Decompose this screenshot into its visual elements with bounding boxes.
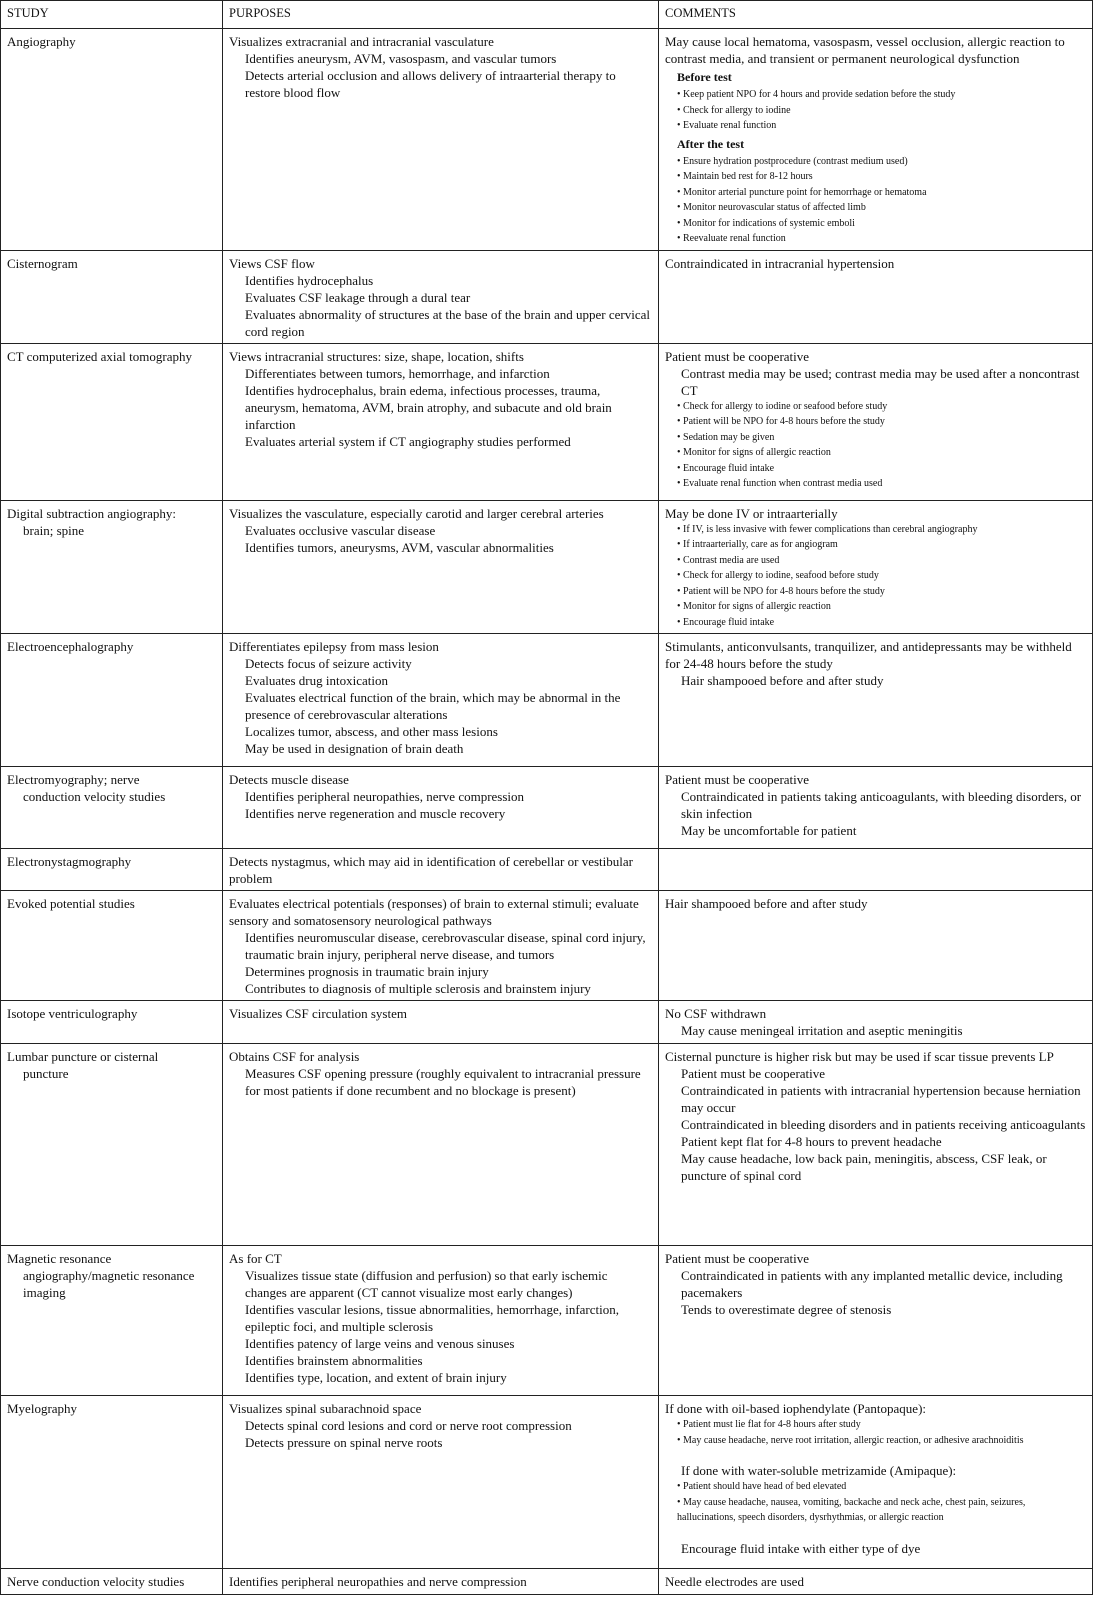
purpose-cell (223, 1396, 659, 1569)
purpose-cell (223, 1044, 659, 1246)
header-purposes: PURPOSES (223, 1, 659, 29)
text-line: Localizes tumor, abscess, and other mass lesions (245, 724, 498, 739)
text-line: Identifies neuromuscular disease, cerebrovascular disease, spinal cord injury, traumatic brain injury, peripheral nerve disease, and tumors (245, 930, 646, 962)
comment-cell (659, 343, 1093, 500)
text-line: Visualizes extracranial and intracranial vasculature (229, 34, 494, 49)
text-line: Detects muscle disease (229, 772, 349, 787)
bullet-item: • Sedation may be given (677, 431, 775, 443)
text-line: Patient kept flat for 4-8 hours to prevent headache (681, 1134, 942, 1149)
study-cell (1, 1569, 223, 1595)
bullet-item: • Patient should have head of bed elevated (677, 1481, 847, 1492)
study-name: Lumbar puncture or cisternal (7, 1049, 159, 1064)
comment-cell (659, 250, 1093, 343)
bullet-item: • Check for allergy to iodine, seafood before study (677, 570, 879, 581)
study-name: Electromyography; nerve (7, 772, 140, 787)
study-name: CT computerized axial tomography (7, 348, 192, 364)
text-line: As for CT (229, 1251, 282, 1266)
purpose-cell (223, 849, 659, 891)
bullet-item: • Check for allergy to iodine (677, 104, 791, 116)
text-line: Visualizes tissue state (diffusion and perfusion) so that early ischemic changes are apparent (CT cannot visualize most early changes) (245, 1268, 608, 1300)
text-line: If done with water-soluble metrizamide (Amipaque): (681, 1463, 957, 1478)
purpose-cell (223, 1569, 659, 1595)
text-line: Detects arterial occlusion and allows delivery of intraarterial therapy to restore blood flow (245, 68, 616, 100)
bullet-item: • If IV, is less invasive with fewer complications than cerebral angiography (677, 523, 978, 535)
table-row (1, 343, 1093, 500)
text-line: Identifies aneurysm, AVM, vasospasm, and vascular tumors (245, 51, 557, 66)
comment-cell (659, 634, 1093, 767)
table-row (1, 767, 1093, 849)
text-line: Identifies brainstem abnormalities (245, 1353, 423, 1368)
comment-cell (659, 500, 1093, 634)
bullet-item: • Patient will be NPO for 4-8 hours before the study (677, 585, 885, 597)
bullet-item: • Contrast media are used (677, 554, 780, 566)
header-study: STUDY (1, 1, 223, 29)
bullet-item: • Patient must lie flat for 4-8 hours after study (677, 1419, 861, 1430)
bullet-item: • Encourage fluid intake (677, 616, 775, 628)
text-line: Identifies peripheral neuropathies and nerve compression (229, 1574, 527, 1589)
text-line: May cause headache, low back pain, meningitis, abscess, CSF leak, or puncture of spinal cord (681, 1151, 1047, 1183)
text-line: Evaluates electrical function of the brain, which may be abnormal in the presence of cerebrovascular alterations (245, 690, 621, 722)
bullet-item: • Monitor for signs of allergic reaction (677, 447, 831, 458)
table-row (1, 849, 1093, 891)
text-line: Contraindicated in bleeding disorders and in patients receiving anticoagulants (681, 1117, 1086, 1132)
purpose-cell (223, 634, 659, 767)
study-name: angiography/magnetic resonance imaging (23, 1268, 195, 1300)
study-name: Electronystagmography (7, 854, 132, 869)
comment-cell (659, 849, 1093, 891)
header-comments: COMMENTS (659, 1, 1093, 29)
bullet-item: • Monitor for indications of systemic emboli (677, 217, 855, 229)
text-line: May be used in designation of brain death (245, 741, 464, 756)
bullet-item: • Monitor arterial puncture point for hemorrhage or hematoma (677, 186, 927, 198)
text-line: Hair shampooed before and after study (681, 673, 884, 688)
comment-cell (659, 1396, 1093, 1569)
text-line: Identifies tumors, aneurysms, AVM, vascular abnormalities (245, 539, 554, 555)
text-line: Evaluates electrical potentials (responses) of brain to external stimuli; evaluate sensory and somatosensory neurological pathways (229, 896, 639, 928)
purpose-cell (223, 29, 659, 251)
table-row (1, 1001, 1093, 1044)
text-line: Encourage fluid intake with either type of dye (681, 1540, 921, 1556)
bullet-item: • Monitor for signs of allergic reaction (677, 601, 831, 612)
text-line: No CSF withdrawn (665, 1006, 767, 1021)
text-line: Patient must be cooperative (665, 1251, 810, 1266)
bullet-item: • May cause headache, nausea, vomiting, backache and neck ache, chest pain, seizures, hallucinations, speech disorders, dysrhythmias, or allergic reaction (677, 1496, 1026, 1523)
text-line: Contraindicated in patients taking anticoagulants, with bleeding disorders, or skin infection (681, 789, 1082, 821)
text-line: Cisternal puncture is higher risk but may be used if scar tissue prevents LP (665, 1049, 1054, 1064)
text-line: If done with oil-based iophendylate (Pantopaque): (665, 1401, 927, 1416)
text-line: Detects pressure on spinal nerve roots (245, 1435, 443, 1450)
study-name: puncture (23, 1066, 69, 1081)
text-line: Patient must be cooperative (665, 772, 810, 787)
study-cell (1, 849, 223, 891)
bullet-item: • Encourage fluid intake (677, 462, 775, 474)
text-line: May be uncomfortable for patient (681, 823, 857, 838)
table-row (1, 1246, 1093, 1396)
text-line: Contraindicated in patients with any implanted metallic device, including pacemakers (681, 1268, 1063, 1300)
bullet-item: • Reevaluate renal function (677, 233, 786, 244)
table-row (1, 250, 1093, 343)
study-name: Nerve conduction velocity studies (7, 1574, 185, 1589)
text-line: May cause local hematoma, vasospasm, vessel occlusion, allergic reaction to contrast media, and transient or permanent neurological dysfunction (665, 34, 1065, 66)
purpose-cell (223, 500, 659, 634)
text-line: Contributes to diagnosis of multiple sclerosis and brainstem injury (245, 981, 591, 996)
table-row (1, 500, 1093, 634)
purpose-cell (223, 343, 659, 500)
study-cell (1, 1044, 223, 1246)
bullet-item: • Ensure hydration postprocedure (contrast medium used) (677, 155, 908, 167)
bullet-item: • Keep patient NPO for 4 hours and provide sedation before the study (677, 89, 956, 100)
table-row (1, 1569, 1093, 1595)
subheading: After the test (677, 136, 745, 151)
study-name: Evoked potential studies (7, 896, 135, 911)
study-name: Myelography (7, 1401, 78, 1416)
study-cell (1, 1396, 223, 1569)
table-row (1, 29, 1093, 251)
table-row (1, 891, 1093, 1001)
comment-cell (659, 1569, 1093, 1595)
study-cell (1, 1001, 223, 1044)
study-name: Angiography (7, 34, 76, 49)
text-line: Detects focus of seizure activity (245, 656, 412, 671)
spacer (665, 1448, 1086, 1462)
text-line: Contraindicated in patients with intracranial hypertension because herniation may occur (681, 1083, 1081, 1115)
study-cell (1, 29, 223, 251)
text-line: Evaluates occlusive vascular disease (245, 522, 436, 538)
bullet-item: • Monitor neurovascular status of affected limb (677, 202, 866, 213)
study-name: conduction velocity studies (23, 789, 166, 804)
text-line: Detects nystagmus, which may aid in identification of cerebellar or vestibular problem (229, 854, 633, 886)
text-line: Identifies hydrocephalus, brain edema, infectious processes, trauma, aneurysm, hematoma, AVM, brain atrophy, and subacute and old brain infarction (245, 382, 612, 432)
bullet-item: • May cause headache, nerve root irritation, allergic reaction, or adhesive arachnoiditis (677, 1434, 1024, 1446)
study-cell (1, 250, 223, 343)
subheading: Before test (677, 70, 732, 84)
purpose-cell (223, 250, 659, 343)
text-line: Differentiates epilepsy from mass lesion (229, 639, 439, 654)
study-cell (1, 1246, 223, 1396)
comment-cell (659, 1001, 1093, 1044)
bullet-item: • Check for allergy to iodine or seafood before study (677, 400, 888, 412)
text-line: Identifies vascular lesions, tissue abnormalities, hemorrhage, infarction, epileptic foci, and multiple sclerosis (245, 1302, 619, 1334)
table-row (1, 634, 1093, 767)
bullet-item: • Patient will be NPO for 4-8 hours before the study (677, 416, 885, 427)
study-cell (1, 343, 223, 500)
comment-cell (659, 1246, 1093, 1396)
text-line: Evaluates abnormality of structures at the base of the brain and upper cervical cord region (245, 306, 651, 339)
text-line: Determines prognosis in traumatic brain injury (245, 964, 489, 979)
bullet-item: • Evaluate renal function (677, 120, 777, 131)
text-line: Differentiates between tumors, hemorrhage, and infarction (245, 365, 550, 381)
text-line: Hair shampooed before and after study (665, 896, 868, 911)
text-line: Visualizes the vasculature, especially carotid and larger cerebral arteries (229, 505, 604, 521)
text-line: Stimulants, anticonvulsants, tranquilizer, and antidepressants may be withheld for 24-48 hours before the study (665, 639, 1072, 671)
purpose-cell (223, 1001, 659, 1044)
study-name: Cisternogram (7, 255, 78, 271)
text-line: Contraindicated in intracranial hypertension (665, 255, 895, 271)
text-line: Obtains CSF for analysis (229, 1049, 360, 1064)
text-line: Detects spinal cord lesions and cord or nerve root compression (245, 1418, 572, 1433)
study-cell (1, 500, 223, 634)
text-line: Patient must be cooperative (665, 348, 810, 364)
table-row (1, 1396, 1093, 1569)
text-line: May be done IV or intraarterially (665, 505, 838, 521)
table-row (1, 1044, 1093, 1246)
text-line: Identifies hydrocephalus (245, 272, 374, 288)
text-line: Measures CSF opening pressure (roughly equivalent to intracranial pressure for most patients if done recumbent and no blockage is present) (245, 1066, 641, 1098)
bullet-item: • If intraarterially, care as for angiogram (677, 539, 838, 550)
text-line: Visualizes spinal subarachnoid space (229, 1401, 422, 1416)
comment-cell (659, 29, 1093, 251)
spacer (665, 1526, 1086, 1540)
purpose-cell (223, 767, 659, 849)
study-name: Digital subtraction angiography: (7, 505, 176, 521)
text-line: May cause meningeal irritation and aseptic meningitis (681, 1023, 963, 1038)
text-line: Evaluates arterial system if CT angiography studies performed (245, 433, 571, 449)
text-line: Tends to overestimate degree of stenosis (681, 1302, 892, 1317)
study-cell (1, 767, 223, 849)
study-cell (1, 634, 223, 767)
text-line: Identifies nerve regeneration and muscle recovery (245, 806, 506, 821)
comment-cell (659, 767, 1093, 849)
text-line: Identifies patency of large veins and venous sinuses (245, 1336, 515, 1351)
text-line: Patient must be cooperative (681, 1066, 826, 1081)
study-name: Electroencephalography (7, 639, 134, 654)
text-line: Identifies type, location, and extent of brain injury (245, 1370, 507, 1385)
bullet-item: • Maintain bed rest for 8-12 hours (677, 171, 813, 182)
text-line: Visualizes CSF circulation system (229, 1006, 407, 1021)
text-line: Views intracranial structures: size, shape, location, shifts (229, 348, 524, 364)
purpose-cell (223, 891, 659, 1001)
purpose-cell (223, 1246, 659, 1396)
study-cell (1, 891, 223, 1001)
text-line: Evaluates CSF leakage through a dural tear (245, 289, 471, 305)
study-name: Magnetic resonance (7, 1251, 112, 1266)
comment-cell (659, 1044, 1093, 1246)
comment-cell (659, 891, 1093, 1001)
text-line: Evaluates drug intoxication (245, 673, 388, 688)
study-name: brain; spine (23, 522, 85, 538)
header-row (1, 1, 1093, 29)
text-line: Needle electrodes are used (665, 1574, 804, 1589)
text-line: Views CSF flow (229, 255, 315, 271)
text-line: Identifies peripheral neuropathies, nerve compression (245, 789, 525, 804)
text-line: Contrast media may be used; contrast media may be used after a noncontrast CT (681, 365, 1080, 398)
bullet-item: • Evaluate renal function when contrast media used (677, 478, 883, 489)
study-name: Isotope ventriculography (7, 1006, 138, 1021)
